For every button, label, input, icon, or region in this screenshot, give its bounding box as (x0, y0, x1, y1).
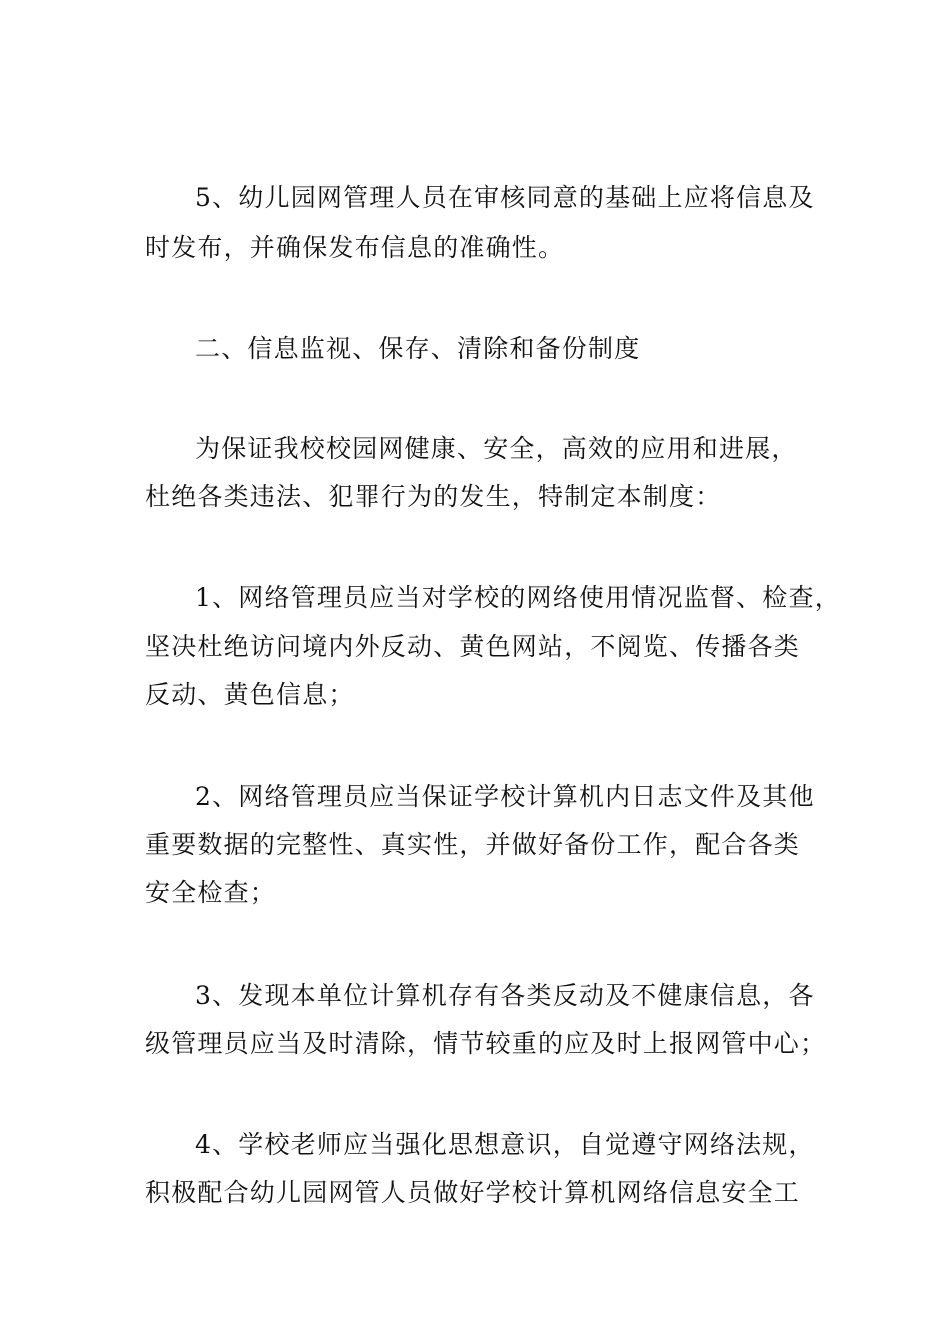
paragraph-6-line-2: 级管理员应当及时清除，情节较重的应及时上报网管中心； (145, 1029, 827, 1058)
paragraph-1-line-1: 5、幼儿园网管理人员在审核同意的基础上应将信息及 (195, 183, 815, 212)
paragraph-5-line-1: 2、网络管理员应当保证学校计算机内日志文件及其他 (195, 782, 815, 811)
paragraph-1-line-2: 时发布，并确保发布信息的准确性。 (145, 233, 565, 262)
paragraph-4-line-1: 1、网络管理员应当对学校的网络使用情况监督、检查， (195, 583, 841, 612)
paragraph-5-line-2: 重要数据的完整性、真实性，并做好备份工作，配合各类 (145, 830, 801, 859)
section-heading: 二、信息监视、保存、清除和备份制度 (195, 334, 641, 363)
paragraph-4-line-3: 反动、黄色信息； (145, 680, 355, 709)
paragraph-7-line-1: 4、学校老师应当强化思想意识，自觉遵守网络法规， (195, 1130, 815, 1159)
paragraph-6-line-1: 3、发现本单位计算机存有各类反动及不健康信息，各 (195, 981, 815, 1010)
paragraph-7-line-2: 积极配合幼儿园网管人员做好学校计算机网络信息安全工 (145, 1178, 801, 1207)
paragraph-3-line-1: 为保证我校校园网健康、安全，高效的应用和进展， (195, 434, 798, 463)
paragraph-3-line-2: 杜绝各类违法、犯罪行为的发生，特制定本制度： (145, 482, 722, 511)
paragraph-4-line-2: 坚决杜绝访问境内外反动、黄色网站，不阅览、传播各类 (145, 632, 801, 661)
paragraph-5-line-3: 安全检查； (145, 878, 277, 907)
